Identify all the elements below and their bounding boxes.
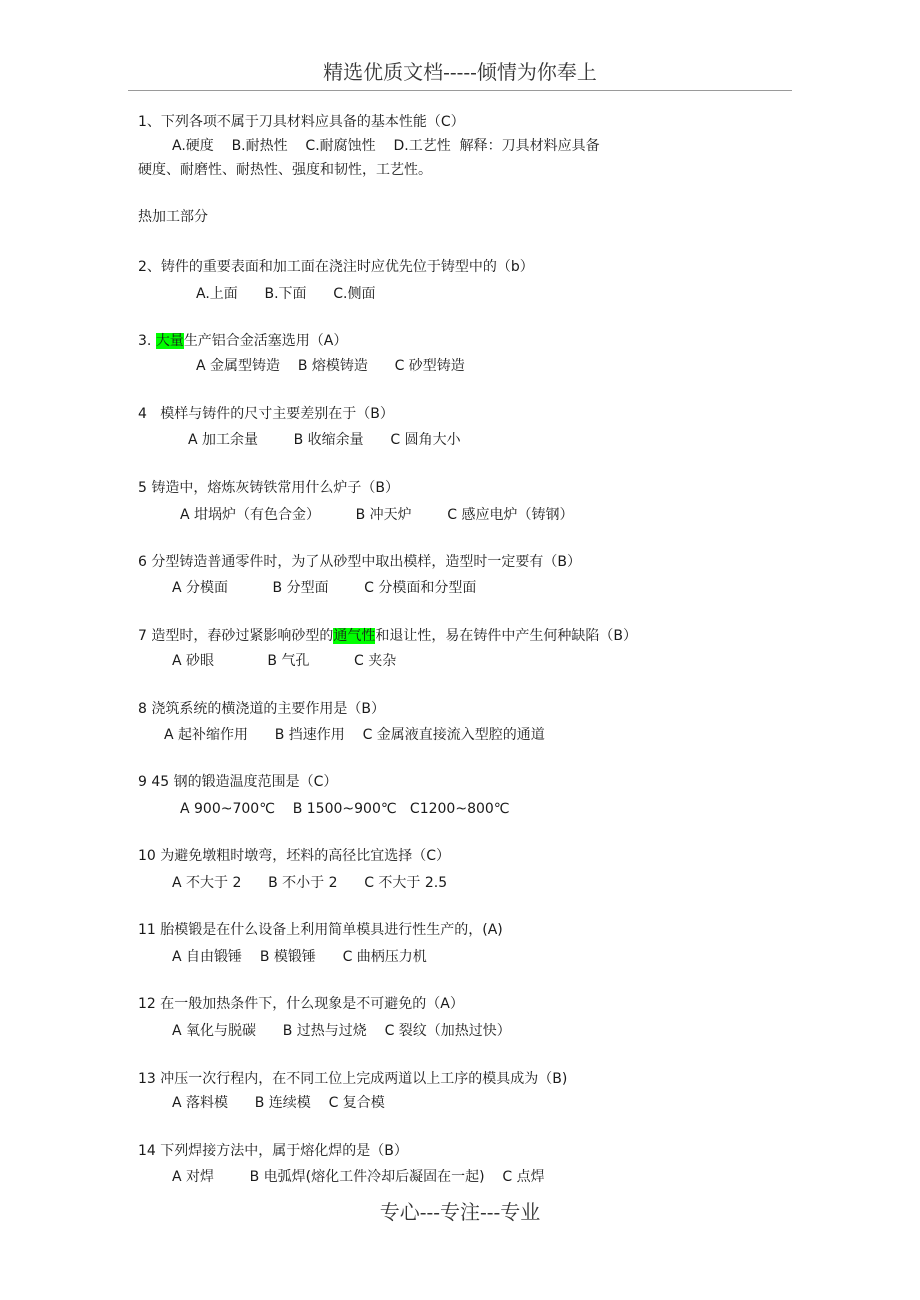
q12-options: A 氧化与脱碳 B 过热与过烧 C 裂纹（加热过快） bbox=[172, 1023, 511, 1039]
page-header-title: 精选优质文档-----倾情为你奉上 bbox=[323, 60, 597, 84]
q3-options: A 金属型铸造 B 熔模铸造 C 砂型铸造 bbox=[196, 358, 465, 374]
q8-options: A 起补缩作用 B 挡速作用 C 金属液直接流入型腔的通道 bbox=[164, 727, 545, 743]
q13-question: 13 冲压一次行程内，在不同工位上完成两道以上工序的模具成为（B) bbox=[138, 1071, 568, 1087]
q7-rest: 和退让性，易在铸件中产生何种缺陷（B） bbox=[375, 628, 637, 644]
q14-options: A 对焊 B 电弧焊(熔化工件冷却后凝固在一起) C 点焊 bbox=[172, 1169, 545, 1185]
q4-question: 4 模样与铸件的尺寸主要差别在于（B） bbox=[138, 406, 394, 422]
q9-question: 9 45 钢的锻造温度范围是（C） bbox=[138, 774, 338, 790]
q1-options: A.硬度 B.耐热性 C.耐腐蚀性 D.工艺性 解释：刀具材料应具备 bbox=[172, 138, 600, 154]
q5-options: A 坩埚炉（有色合金） B 冲天炉 C 感应电炉（铸钢） bbox=[180, 507, 574, 523]
q4-options: A 加工余量 B 收缩余量 C 圆角大小 bbox=[188, 432, 461, 448]
header-divider bbox=[128, 90, 792, 91]
q11-options: A 自由锻锤 B 模锻锤 C 曲柄压力机 bbox=[172, 949, 427, 965]
q7-highlight: 通气性 bbox=[333, 628, 376, 644]
q9-options: A 900~700℃ B 1500~900℃ C1200~800℃ bbox=[180, 801, 510, 817]
q5-question: 5 铸造中，熔炼灰铸铁常用什么炉子（B） bbox=[138, 480, 399, 496]
q10-question: 10 为避免墩粗时墩弯，坯料的高径比宜选择（C） bbox=[138, 848, 451, 864]
q3-highlight: 大量 bbox=[155, 333, 184, 349]
q6-options: A 分模面 B 分型面 C 分模面和分型面 bbox=[172, 580, 477, 596]
page-footer-text: 专心---专注---专业 bbox=[379, 1200, 541, 1224]
q14-question: 14 下列焊接方法中，属于熔化焊的是（B） bbox=[138, 1143, 408, 1159]
q2-options: A.上面 B.下面 C.侧面 bbox=[196, 286, 376, 302]
q8-question: 8 浇筑系统的横浇道的主要作用是（B） bbox=[138, 701, 385, 717]
q3-rest: 生产铝合金活塞选用（A） bbox=[183, 333, 348, 349]
q11-question: 11 胎模锻是在什么设备上利用简单模具进行性生产的，(A) bbox=[138, 922, 503, 938]
q10-options: A 不大于 2 B 不小于 2 C 不大于 2.5 bbox=[172, 875, 448, 891]
q6-question: 6 分型铸造普通零件时，为了从砂型中取出模样，造型时一定要有（B） bbox=[138, 554, 581, 570]
q13-options: A 落料模 B 连续模 C 复合模 bbox=[172, 1095, 385, 1111]
q1-explanation: 硬度、耐磨性、耐热性、强度和韧性，工艺性。 bbox=[138, 162, 432, 178]
q12-question: 12 在一般加热条件下，什么现象是不可避免的（A） bbox=[138, 996, 464, 1012]
q7-prefix: 7 造型时，舂砂过紧影响砂型的 bbox=[138, 628, 334, 644]
q7-question bbox=[138, 626, 637, 646]
q1-question: 1、下列各项不属于刀具材料应具备的基本性能（C） bbox=[138, 114, 465, 130]
q7-options: A 砂眼 B 气孔 C 夹杂 bbox=[172, 653, 397, 669]
q3-question bbox=[138, 331, 347, 351]
section-heading: 热加工部分 bbox=[138, 209, 208, 225]
q3-prefix: 3. bbox=[138, 333, 156, 349]
q2-question: 2、铸件的重要表面和加工面在浇注时应优先位于铸型中的（b） bbox=[138, 259, 534, 275]
